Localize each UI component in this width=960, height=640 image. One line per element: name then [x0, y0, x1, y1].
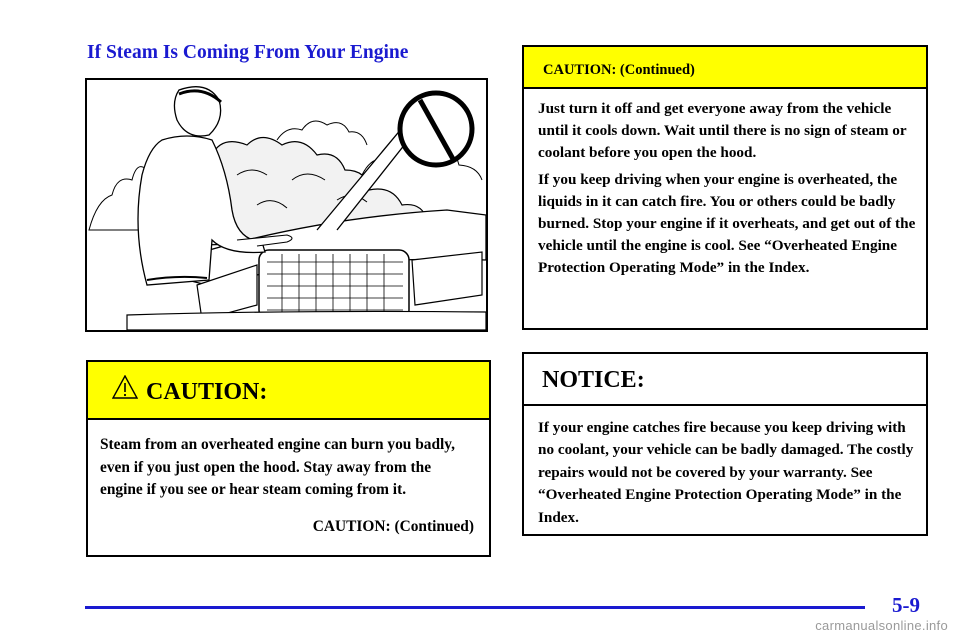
steam-illustration [85, 78, 488, 332]
paragraph: If you keep driving when your engine is overheated, the liquids in it can catch fire. You or others could be badly burned. Stop your engine if it overheats, and get out of the vehicle until the engine is cool. See “Overheated Engine Protection Operating Mode” in the Index. [538, 171, 916, 276]
paragraph: Just turn it off and get everyone away from the vehicle until it cools down. Wait until there is no sign of steam or coolant before you open the hood. [538, 100, 907, 161]
steam-engine-drawing [87, 80, 486, 330]
caution-continued-title: CAUTION: (Continued) [543, 62, 695, 78]
caution-title: CAUTION: [146, 379, 268, 405]
notice-title: NOTICE: [542, 367, 645, 393]
caution-continued-box [522, 45, 928, 330]
caution-header [88, 362, 489, 420]
watermark: carmanualsonline.info [815, 618, 948, 633]
caution-text: Steam from an overheated engine can burn you badly, even if you just open the hood. Stay away from the engine if you see or hear steam coming from it. [100, 436, 455, 498]
caution-box [86, 360, 491, 557]
caution-continued-text [538, 98, 918, 284]
page-heading: If Steam Is Coming From Your Engine [87, 42, 409, 63]
notice-text: If your engine catches fire because you keep driving with no coolant, your vehicle can be badly damaged. The costly repairs would not be covered by your warranty. See “Overheated Engine Protection Operating Mode” in the Index. [538, 419, 914, 526]
warning-triangle-icon [112, 375, 138, 399]
page-number: 5-9 [892, 593, 920, 617]
notice-box [522, 352, 928, 536]
caution-continued-label: CAUTION: (Continued) [312, 518, 474, 535]
footer-rule [85, 606, 865, 609]
caution-continued-header [524, 47, 926, 89]
notice-header [524, 354, 926, 406]
